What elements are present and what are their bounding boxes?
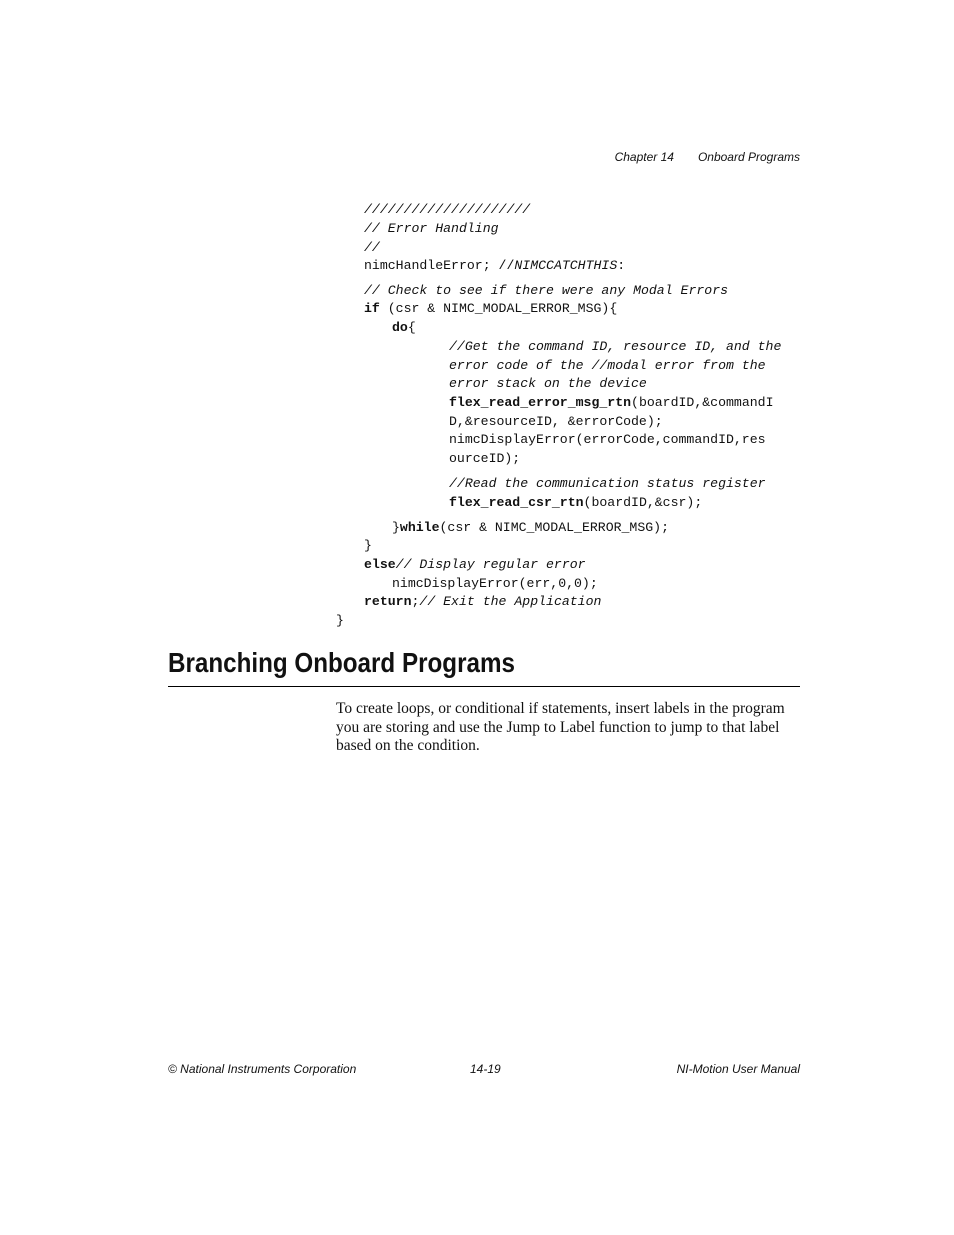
code-line <box>392 518 669 537</box>
code-line <box>364 592 601 611</box>
code-line <box>364 555 586 574</box>
code-line: // <box>364 240 380 255</box>
code-text: (boardID,&csr); <box>583 495 703 510</box>
code-line: } <box>364 538 372 553</box>
code-text: ; <box>411 594 420 609</box>
code-line: //Read the communication status register <box>449 476 766 491</box>
running-header <box>615 150 800 164</box>
code-keyword: while <box>399 520 440 535</box>
code-comment: NIMCCATCHTHIS <box>514 258 618 273</box>
footer-manual-title: NI-Motion User Manual <box>676 1062 800 1076</box>
code-text: nimcHandleError; // <box>364 258 515 273</box>
code-function: flex_read_error_msg_rtn <box>449 395 632 410</box>
code-text: } <box>392 520 400 535</box>
code-line <box>364 256 625 275</box>
code-keyword: if <box>364 301 380 316</box>
code-line: ourceID); <box>449 451 521 466</box>
code-text: { <box>407 320 416 335</box>
code-line: //Get the command ID, resource ID, and the <box>449 339 782 354</box>
footer-copyright: © National Instruments Corporation <box>168 1062 357 1076</box>
code-line <box>364 299 617 318</box>
code-text: (csr & NIMC_MODAL_ERROR_MSG){ <box>379 301 618 316</box>
code-line: // Error Handling <box>364 221 499 236</box>
code-keyword: do <box>392 320 408 335</box>
code-line: D,&resourceID, &errorCode); <box>449 414 663 429</box>
code-text: (csr & NIMC_MODAL_ERROR_MSG); <box>439 520 669 535</box>
section-label: Onboard Programs <box>697 150 800 164</box>
body-paragraph: To create loops, or conditional if statements, insert labels in the program you are storing and use the Jump to Label function to jump to that label based on the condition. <box>336 700 785 754</box>
code-line: // Check to see if there were any Modal Errors <box>364 283 729 298</box>
code-line: nimcDisplayError(errorCode,commandID,res <box>449 432 766 447</box>
code-keyword: else <box>364 557 396 572</box>
code-line <box>392 318 416 337</box>
code-comment: // Exit the Application <box>419 594 602 609</box>
code-comment: // Display regular error <box>395 557 586 572</box>
code-text: (boardID,&commandI <box>631 395 774 410</box>
code-line <box>449 493 702 512</box>
code-line: nimcDisplayError(err,0,0); <box>392 576 598 591</box>
code-line: error stack on the device <box>449 376 647 391</box>
code-line: ///////////////////// <box>364 202 531 217</box>
page-number: 14-19 <box>470 1062 501 1076</box>
code-line: error code of the //modal error from the <box>449 358 766 373</box>
chapter-label: Chapter 14 <box>614 150 674 164</box>
code-text: : <box>617 258 626 273</box>
code-line <box>449 393 773 412</box>
code-function: flex_read_csr_rtn <box>449 495 584 510</box>
code-line: } <box>336 613 344 628</box>
heading-rule <box>168 686 800 687</box>
section-heading: Branching Onboard Programs <box>168 647 515 678</box>
code-keyword: return <box>364 594 412 609</box>
